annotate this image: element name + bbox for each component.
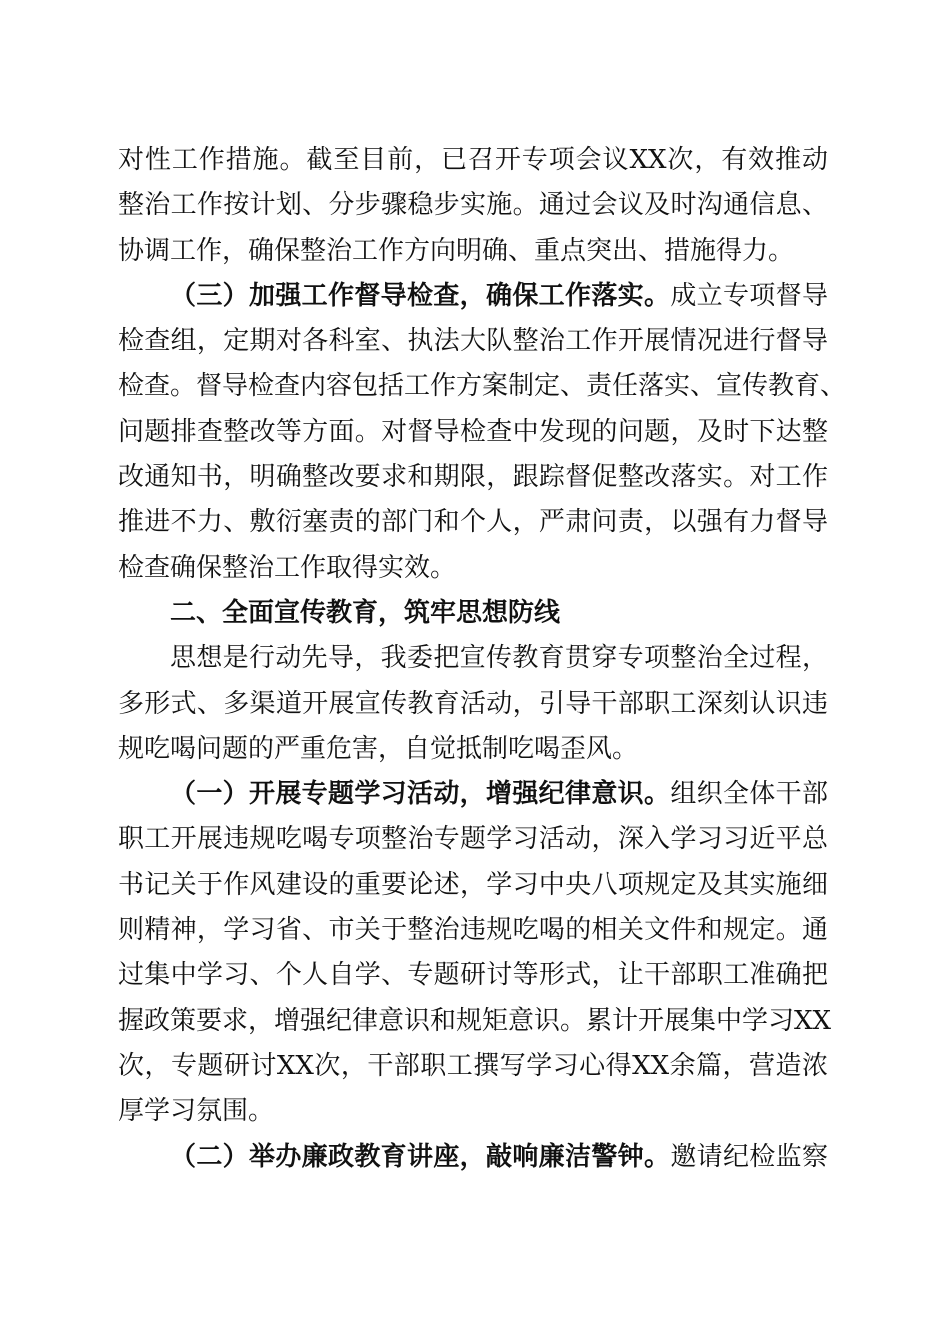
text-line: 握政策要求，增强纪律意识和规矩意识。累计开展集中学习XX	[118, 1005, 832, 1036]
text-line: 书记关于作风建设的重要论述，学习中央八项规定及其实施细	[118, 869, 828, 900]
text-line: 则精神，学习省、市关于整治违规吃喝的相关文件和规定。通	[118, 915, 828, 946]
text-line: 多形式、多渠道开展宣传教育活动，引导干部职工深刻认识违	[118, 688, 828, 719]
text-line: 检查组，定期对各科室、执法大队整治工作开展情况进行督导	[118, 326, 828, 357]
section-lead-one: （一）开展专题学习活动，增强纪律意识。	[170, 779, 671, 810]
document-body	[118, 138, 847, 1180]
paragraph-study-activities	[118, 772, 832, 1134]
lead-rest: 邀请纪检监察	[670, 1141, 828, 1172]
section-lead-three: （三）加强工作督导检查，确保工作落实。	[170, 280, 671, 311]
text-line: 职工开展违规吃喝专项整治专题学习活动，深入学习习近平总	[118, 824, 828, 855]
text-line: 思想是行动先导，我委把宣传教育贯穿专项整治全过程，	[170, 643, 828, 674]
text-line: 协调工作，确保整治工作方向明确、重点突出、措施得力。	[118, 235, 795, 266]
paragraph-education-intro	[118, 636, 828, 772]
text-line	[118, 772, 828, 817]
lead-rest: 成立专项督导	[670, 280, 828, 311]
text-line: 厚学习氛围。	[118, 1096, 275, 1127]
text-line: 过集中学习、个人自学、专题研讨等形式，让干部职工准确把	[118, 960, 828, 991]
text-line: 整治工作按计划、分步骤稳步实施。通过会议及时沟通信息、	[118, 190, 828, 221]
text-line: 次，专题研讨XX次，干部职工撰写学习心得XX余篇，营造浓	[118, 1050, 828, 1081]
text-line	[118, 274, 828, 319]
text-line: 检查。督导检查内容包括工作方案制定、责任落实、宣传教育、	[118, 371, 847, 402]
section-lead-two: （二）举办廉政教育讲座，敲响廉洁警钟。	[170, 1141, 671, 1172]
text-line: 规吃喝问题的严重危害，自觉抵制吃喝歪风。	[118, 733, 639, 764]
text-line: 改通知书，明确整改要求和期限，跟踪督促整改落实。对工作	[118, 462, 828, 493]
text-line: 推进不力、敷衍塞责的部门和个人，严肃问责，以强有力督导	[118, 507, 828, 538]
text-line: 问题排查整改等方面。对督导检查中发现的问题，及时下达整	[118, 416, 828, 447]
paragraph-supervision	[118, 274, 847, 591]
paragraph-work-measures	[118, 138, 828, 274]
paragraph-integrity-lecture	[118, 1135, 828, 1180]
section-heading-two: 二、全面宣传教育，筑牢思想防线	[170, 597, 561, 628]
text-line	[118, 1135, 828, 1180]
text-line: 检查确保整治工作取得实效。	[118, 552, 457, 583]
text-line: 对性工作措施。截至目前，已召开专项会议XX次，有效推动	[118, 145, 828, 175]
lead-rest: 组织全体干部	[670, 779, 828, 810]
